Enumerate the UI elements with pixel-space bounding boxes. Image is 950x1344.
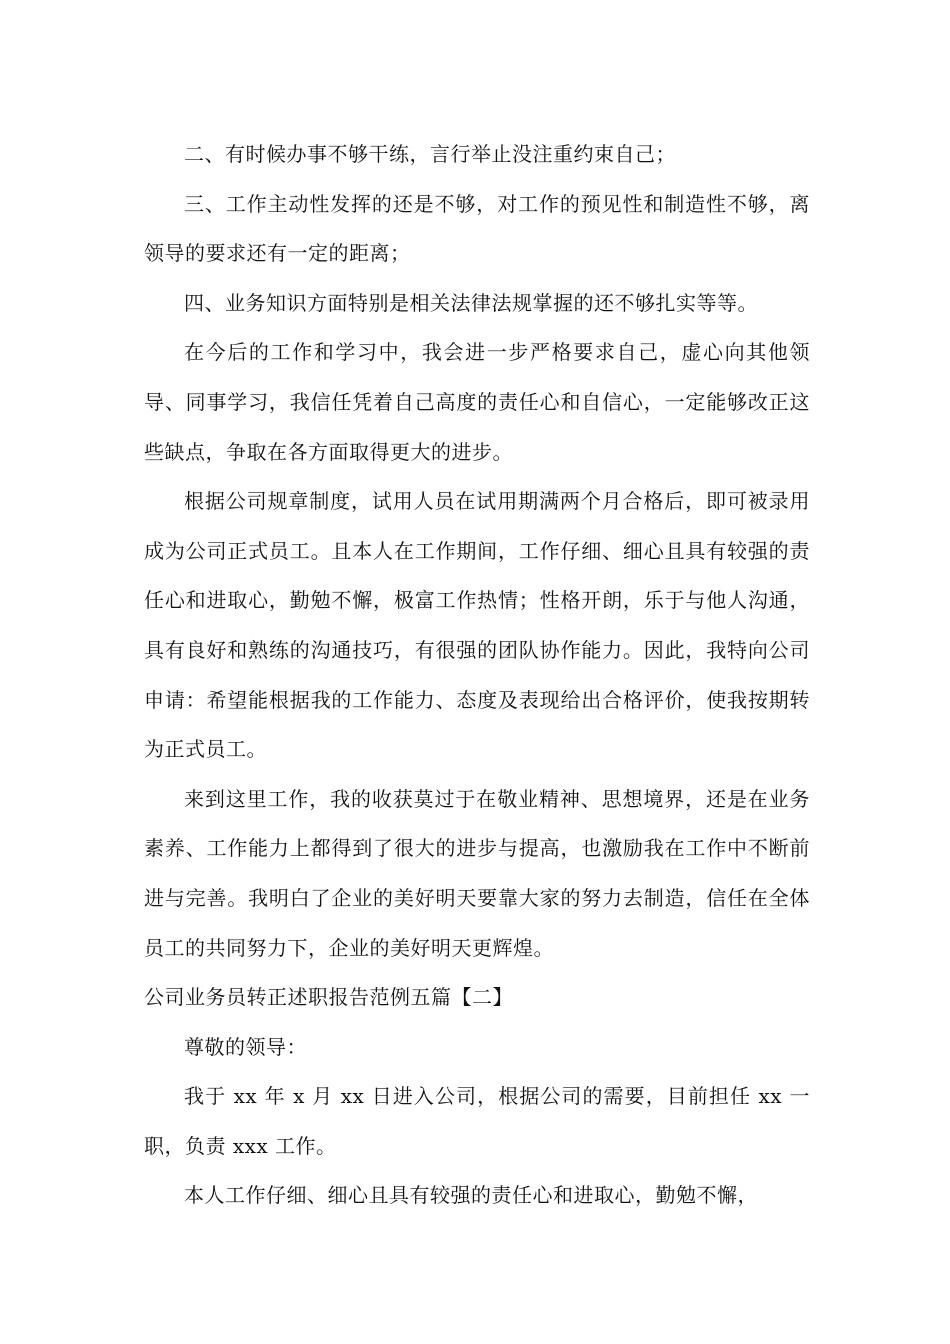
paragraph-point-two: 二、有时候办事不够干练，言行举止没注重约束自己； <box>184 142 676 166</box>
paragraph-traits: 本人工作仔细、细心且具有较强的责任心和进取心，勤勉不懈， <box>184 1183 758 1208</box>
paragraph-point-three: 三、工作主动性发挥的还是不够，对工作的预见性和制造性不够，离领导的要求还有一定的距离； <box>144 191 810 266</box>
paragraph-application: 根据公司规章制度，试用人员在试用期满两个月合格后，即可被录用成为公司正式员工。且本人在工作期间，工作仔细、细心且具有较强的责任心和进取心，勤勉不懈，极富工作热情；性格开朗，乐于与他人沟通，具有良好和熟练的沟通技巧，有很强的团队协作能力。因此，我特向公司申请：希望能根据我的工作能力、态度及表现给出合格评价，使我按期转为正式员工。 <box>144 489 810 762</box>
document-body <box>144 130 810 1221</box>
paragraph-gains: 来到这里工作，我的收获莫过于在敬业精神、思想境界，还是在业务素养、工作能力上都得到了很大的进步与提高，也激励我在工作中不断前进与完善。我明白了企业的美好明天要靠大家的努力去制造，信任在全体员工的共同努力下，企业的美好明天更辉煌。 <box>144 786 810 960</box>
salutation: 尊敬的领导： <box>184 1034 307 1059</box>
paragraph-improvement: 在今后的工作和学习中，我会进一步严格要求自己，虚心向其他领导、同事学习，我信任凭着自己高度的责任心和自信心，一定能够改正这些缺点，争取在各方面取得更大的进步。 <box>144 340 810 464</box>
section-heading: 公司业务员转正述职报告范例五篇【二】 <box>144 985 513 1010</box>
paragraph-intro: 我于 xx 年 x 月 xx 日进入公司，根据公司的需要，目前担任 xx 一职，负责 xxx 工作。 <box>144 1084 810 1158</box>
paragraph-point-four: 四、业务知识方面特别是相关法律法规掌握的还不够扎实等等。 <box>184 290 758 315</box>
